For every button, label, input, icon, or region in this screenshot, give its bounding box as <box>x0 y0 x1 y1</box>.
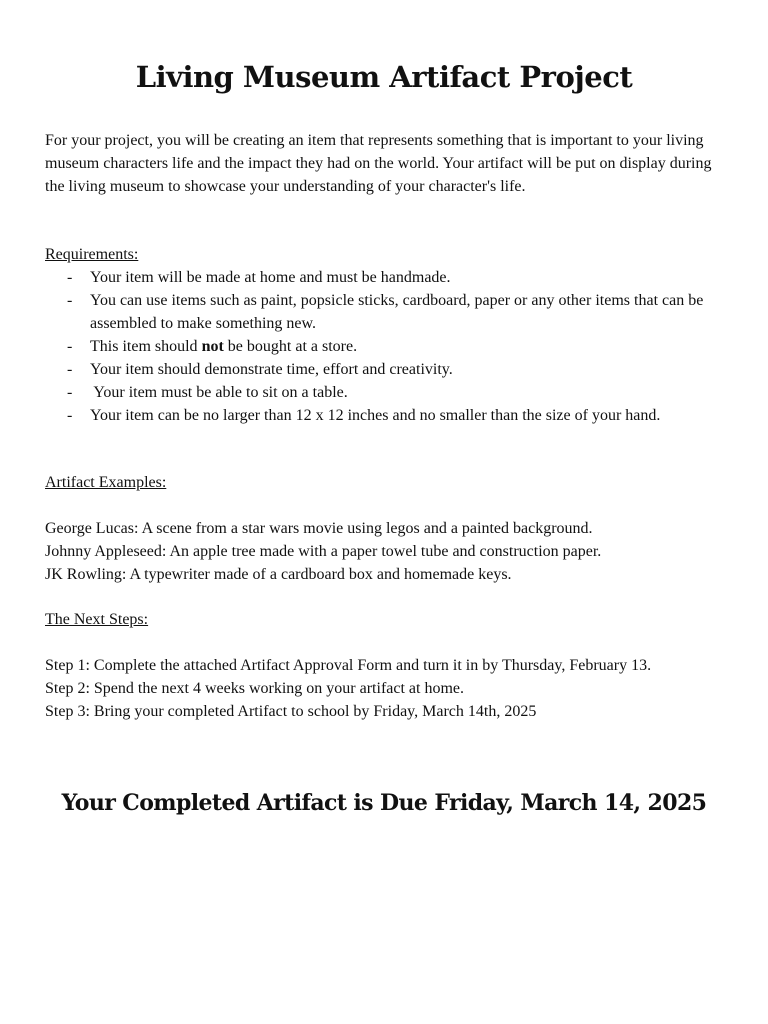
requirement-text-before: This item should <box>90 338 202 355</box>
step-line: Step 3: Bring your completed Artifact to school by Friday, March 14th, 2025 <box>45 703 537 720</box>
examples-heading: Artifact Examples: <box>45 474 167 491</box>
requirement-text: Your item will be made at home and must be handmade. <box>90 269 451 286</box>
page-title: Living Museum Artifact Project <box>135 60 633 94</box>
intro-paragraph: For your project, you will be creating an item that represents something that is important to your living museum characters life and the impact they had on the world. Your artifact will be put on display during the living museum to showcase your understanding of your character's life. <box>45 132 712 195</box>
requirement-text: You can use items such as paint, popsicle sticks, cardboard, paper or any other items that can be assembled to make something new. <box>90 292 704 332</box>
example-line: JK Rowling: A typewriter made of a cardboard box and homemade keys. <box>45 566 512 583</box>
requirement-item <box>45 335 715 358</box>
example-line: George Lucas: A scene from a star wars movie using legos and a painted background. <box>45 520 593 537</box>
next-steps-heading: The Next Steps: <box>45 611 149 628</box>
examples-block <box>45 517 715 586</box>
requirement-item <box>45 404 715 427</box>
requirement-item <box>45 289 715 335</box>
requirement-item <box>45 358 715 381</box>
requirement-text-bold: not <box>201 338 224 355</box>
requirement-item <box>45 266 715 289</box>
requirements-list <box>45 266 715 427</box>
step-line: Step 2: Spend the next 4 weeks working on your artifact at home. <box>45 680 465 697</box>
dash-bullet-icon: - <box>67 384 73 401</box>
requirement-text: Your item should demonstrate time, effort and creativity. <box>90 361 453 378</box>
example-line: Johnny Appleseed: An apple tree made with a paper towel tube and construction paper. <box>45 543 602 560</box>
requirement-item <box>45 381 715 404</box>
dash-bullet-icon: - <box>67 361 73 378</box>
requirements-heading: Requirements: <box>45 246 139 263</box>
next-steps-block <box>45 654 715 723</box>
step-line: Step 1: Complete the attached Artifact Approval Form and turn it in by Thursday, February 13. <box>45 657 652 674</box>
requirement-text: Your item must be able to sit on a table. <box>90 384 348 401</box>
dash-bullet-icon: - <box>67 292 73 309</box>
dash-bullet-icon: - <box>67 269 73 286</box>
requirement-text: Your item can be no larger than 12 x 12 inches and no smaller than the size of your hand. <box>90 407 661 424</box>
requirement-text-after: be bought at a store. <box>223 338 358 355</box>
dash-bullet-icon: - <box>67 407 73 424</box>
due-date-notice: Your Completed Artifact is Due Friday, March 14, 2025 <box>61 790 707 816</box>
dash-bullet-icon: - <box>67 338 73 355</box>
